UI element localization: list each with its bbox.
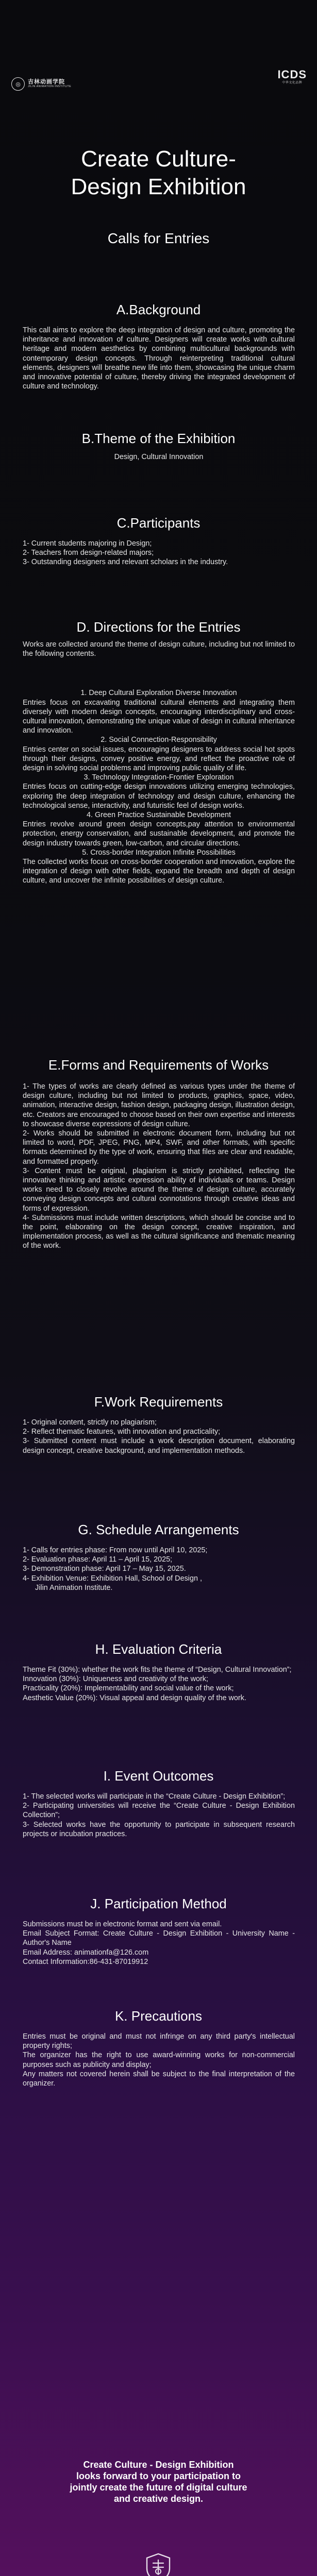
section-body-directions	[23, 640, 295, 886]
section-heading-criteria: H. Evaluation Criteria	[95, 1641, 222, 1657]
outcome-item: 1- The selected works will participate in the “Create Culture - Design Exhibition”;	[23, 1792, 286, 1801]
section-body-participation	[23, 1920, 295, 1967]
forms-item: 2- Works should be submitted in electronic document form, including but not limited to word, PDF, JPEG, PNG, MP4, SWF, and other formats, with specific formats determined by the type of work, ensuring that files are clear and readable, and formatted properly.	[23, 1129, 295, 1166]
section-body-precautions	[23, 2032, 295, 2088]
closing-line: and creative design.	[113, 2494, 204, 2504]
outcome-item: 2- Participating universities will receive the “Create Culture - Design Exhibition Collection”;	[23, 1802, 295, 1820]
criteria-item: Practicality (20%): Implementability and social value of the work;	[23, 1684, 234, 1693]
direction-text: Entries focus on cutting-edge design innovations utilizing emerging technologies, exploring the deep integration of technology and design culture, enhancing the technological sense, interactivity, and futuristic feel of design works.	[23, 783, 295, 810]
background-text: This call aims to explore the deep integration of design and culture, promoting the inheritance and innovation of culture. Designers will create works with cultural heritage and modern aesthetics by combining multicultural backgrounds with contemporary design concepts. Through reinterpreting traditional cultural elements, designers will breathe new life into them, showcasing the unique charm and innovative potential of culture, thereby driving the integrated development of culture and technology.	[23, 326, 295, 391]
precaution-item: Any matters not covered herein shall be subject to the final interpretation of the organizer.	[23, 2070, 295, 2088]
section-body-theme	[23, 452, 295, 462]
forms-item: 3- Content must be original, plagiarism is strictly prohibited, reflecting the innovative thinking and artistic expression ability of individuals or teams. Design works need to closely revolve around the theme of design culture, accurately conveying design concepts and cultural connotations through creative ideas and forms of expression.	[23, 1166, 295, 1213]
direction-text: Entries revolve around green design concepts,pay attention to environmental protection, energy conservation, and sustainable development, and promote the design industry towards green, low-carbon, and circular directions.	[23, 820, 295, 848]
school-logo-cn: 吉林动画学院	[28, 79, 65, 86]
section-heading-directions: D. Directions for the Entries	[76, 619, 241, 635]
closing-line: jointly create the future of digital culture	[70, 2482, 247, 2493]
direction-title: 3. Technology Integration-Frontier Exploration	[84, 773, 234, 782]
school-logo	[11, 77, 71, 91]
criteria-item: Innovation (30%): Uniqueness and creativity of the work;	[23, 1675, 208, 1684]
participation-item: Submissions must be in electronic format and sent via email.	[23, 1920, 222, 1928]
work-requirement-item: 2- Reflect thematic features, with innovation and practicality;	[23, 1428, 221, 1436]
schedule-item: 3- Demonstration phase: April 17 – May 15, 2025.	[23, 1565, 186, 1573]
icds-logo-sub: 中华文化品牌	[282, 81, 303, 84]
section-heading-theme: B.Theme of the Exhibition	[81, 431, 236, 446]
theme-text: Design, Cultural Innovation	[114, 453, 204, 461]
section-body-background	[23, 326, 295, 391]
forms-item: 4- Submissions must include written descriptions, which should be concise and to the point, elaborating on the design concept, creative inspiration, and implementation process, as well as the cultural significance and thematic meaning of the work.	[23, 1213, 295, 1250]
participant-item: 3- Outstanding designers and relevant scholars in the industry.	[23, 558, 228, 567]
direction-title: 5. Cross-border Integration Infinite Possibilities	[82, 848, 236, 857]
direction-title: 4. Green Practice Sustainable Development	[87, 811, 231, 820]
section-body-schedule	[23, 1546, 295, 1592]
schedule-item: Jilin Animation Institute.	[35, 1583, 113, 1592]
icds-logo-icon: ICDS	[277, 68, 307, 81]
precaution-item: Entries must be original and must not infringe on any third party's intellectual property rights;	[23, 2032, 295, 2050]
direction-text: The collected works focus on cross-border cooperation and innovation, explore the integration of design with other fields, expand the breadth and depth of design culture, and uncover the infinite possibilities of design culture.	[23, 858, 295, 885]
school-crest-icon	[145, 2553, 172, 2576]
school-emblem-icon: ◎	[11, 77, 25, 91]
criteria-item: Aesthetic Value (20%): Visual appeal and design quality of the work.	[23, 1693, 246, 1702]
section-body-participants	[23, 539, 295, 567]
page-title-line2: Design Exhibition	[71, 174, 246, 199]
page-title	[0, 145, 317, 201]
closing-line: Create Culture - Design Exhibition	[83, 2460, 234, 2470]
page-title-line1: Create Culture-	[81, 146, 236, 172]
direction-text: Entries center on social issues, encouraging designers to address social hot spots through their designs, convey positive energy, and reflect the proactive role of design in solving social problems and improving public quality of life.	[23, 745, 295, 773]
work-requirement-item: 3- Submitted content must include a work description document, elaborating design concept, creative background, and implementation methods.	[23, 1437, 295, 1455]
section-body-outcomes	[23, 1792, 295, 1839]
precaution-item: The organizer has the right to use award-winning works for non-commercial purposes such as publicity and display;	[23, 2051, 295, 2069]
schedule-item: 4- Exhibition Venue: Exhibition Hall, School of Design ,	[23, 1574, 202, 1583]
participation-contact: Contact Information:86-431-87019912	[23, 1957, 148, 1966]
schedule-item: 2- Evaluation phase: April 11 – April 15, 2025;	[23, 1555, 173, 1564]
section-body-criteria	[23, 1665, 295, 1703]
closing-line: looks forward to your participation to	[76, 2471, 241, 2481]
closing-statement	[0, 2459, 317, 2504]
section-heading-participants: C.Participants	[116, 515, 201, 531]
direction-title: 2. Social Connection-Responsibility	[101, 736, 217, 744]
section-body-work-requirements	[23, 1418, 295, 1455]
schedule-item: 1- Calls for entries phase: From now until April 10, 2025;	[23, 1546, 208, 1554]
forms-item: 1- The types of works are clearly defined as various types under the theme of design culture, including but not limited to products, graphics, space, video, animation, interactive design, fashion design, packaging design, illustration design, etc. Creators are encouraged to choose based on their own expertise and interests to showcase diverse expressions of design culture.	[23, 1082, 295, 1128]
section-heading-outcomes: I. Event Outcomes	[103, 1768, 214, 1784]
section-heading-schedule: G. Schedule Arrangements	[78, 1522, 239, 1537]
section-body-forms	[23, 1082, 295, 1251]
outcome-item: 3- Selected works have the opportunity to participate in subsequent research projects or incubation practices.	[23, 1820, 295, 1838]
participation-item: Email Subject Format: Create Culture - Design Exhibition - University Name - Author's Name	[23, 1929, 295, 1947]
section-heading-precautions: K. Precautions	[114, 2008, 203, 2024]
section-heading-background: A.Background	[116, 302, 201, 317]
section-heading-work-requirements: F.Work Requirements	[94, 1394, 223, 1410]
participant-item: 1- Current students majoring in Design;	[23, 539, 152, 548]
direction-text: Entries focus on excavating traditional cultural elements and integrating them diversely with modern design concepts, encouraging interdisciplinary and cross-cultural innovation, demonstrating the unique value of design in cultural inheritance and innovation.	[23, 698, 295, 735]
section-heading-participation: J. Participation Method	[90, 1896, 227, 1911]
section-heading-forms: E.Forms and Requirements of Works	[48, 1057, 269, 1073]
directions-intro: Works are collected around the theme of design culture, including but not limited to the following contents.	[23, 640, 295, 658]
participation-email: Email Address: animationfa@126.com	[23, 1948, 149, 1957]
participant-item: 2- Teachers from design-related majors;	[23, 549, 154, 557]
school-logo-en: JILIN ANIMATION INSTITUTE	[28, 84, 72, 88]
criteria-item: Theme Fit (30%): whether the work fits the theme of “Design, Cultural Innovation”;	[23, 1666, 292, 1674]
icds-logo	[277, 69, 307, 84]
direction-title: 1. Deep Cultural Exploration Diverse Innovation	[80, 689, 237, 698]
work-requirement-item: 1- Original content, strictly no plagiarism;	[23, 1418, 157, 1427]
page-subtitle: Calls for Entries	[107, 230, 210, 246]
